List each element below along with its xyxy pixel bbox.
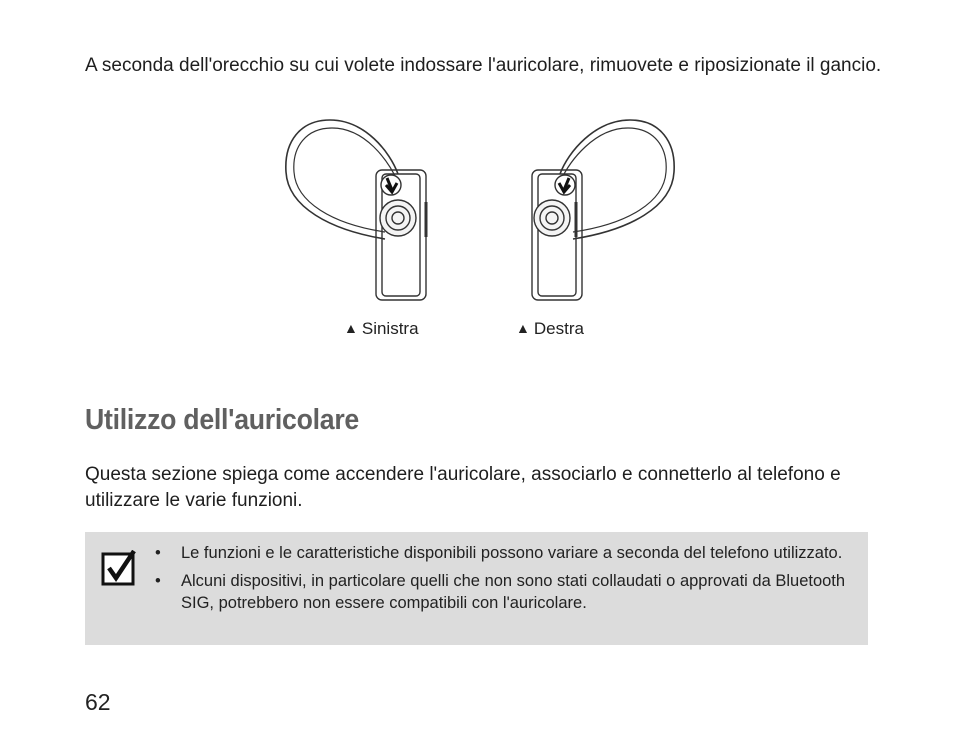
page-number: 62 bbox=[85, 689, 111, 715]
note-box bbox=[85, 532, 868, 645]
note-item-text: Alcuni dispositivi, in particolare quelli che non sono stati collaudati o approvati da Bluetooth SIG, potrebbero non essere compatibili con l'auricolare. bbox=[181, 572, 846, 612]
intro-paragraph: A seconda dell'orecchio su cui volete indossare l'auricolare, rimuovete e riposizionate il gancio. bbox=[85, 55, 882, 76]
list-item bbox=[155, 570, 855, 614]
left-caption-label: Sinistra bbox=[361, 319, 419, 338]
bullet: • bbox=[155, 572, 161, 590]
note-list bbox=[155, 542, 855, 620]
left-caption bbox=[344, 319, 419, 339]
right-headset-illustration bbox=[510, 112, 690, 312]
triangle-up-icon: ▲ bbox=[516, 320, 530, 336]
left-headset-illustration bbox=[270, 112, 450, 312]
checkbox-icon bbox=[101, 550, 137, 586]
note-item-text: Le funzioni e le caratteristiche disponibili possono variare a seconda del telefono utilizzato. bbox=[181, 544, 843, 562]
section-heading: Utilizzo dell'auricolare bbox=[85, 404, 360, 436]
section-body: Questa sezione spiega come accendere l'auricolare, associarlo e connetterlo al telefono e utilizzare le varie funzioni. bbox=[85, 464, 841, 511]
list-item bbox=[155, 542, 855, 564]
earhook-figure bbox=[270, 112, 690, 352]
bullet: • bbox=[155, 544, 161, 562]
right-caption bbox=[516, 319, 584, 339]
triangle-up-icon: ▲ bbox=[344, 320, 358, 336]
right-caption-label: Destra bbox=[533, 319, 584, 338]
